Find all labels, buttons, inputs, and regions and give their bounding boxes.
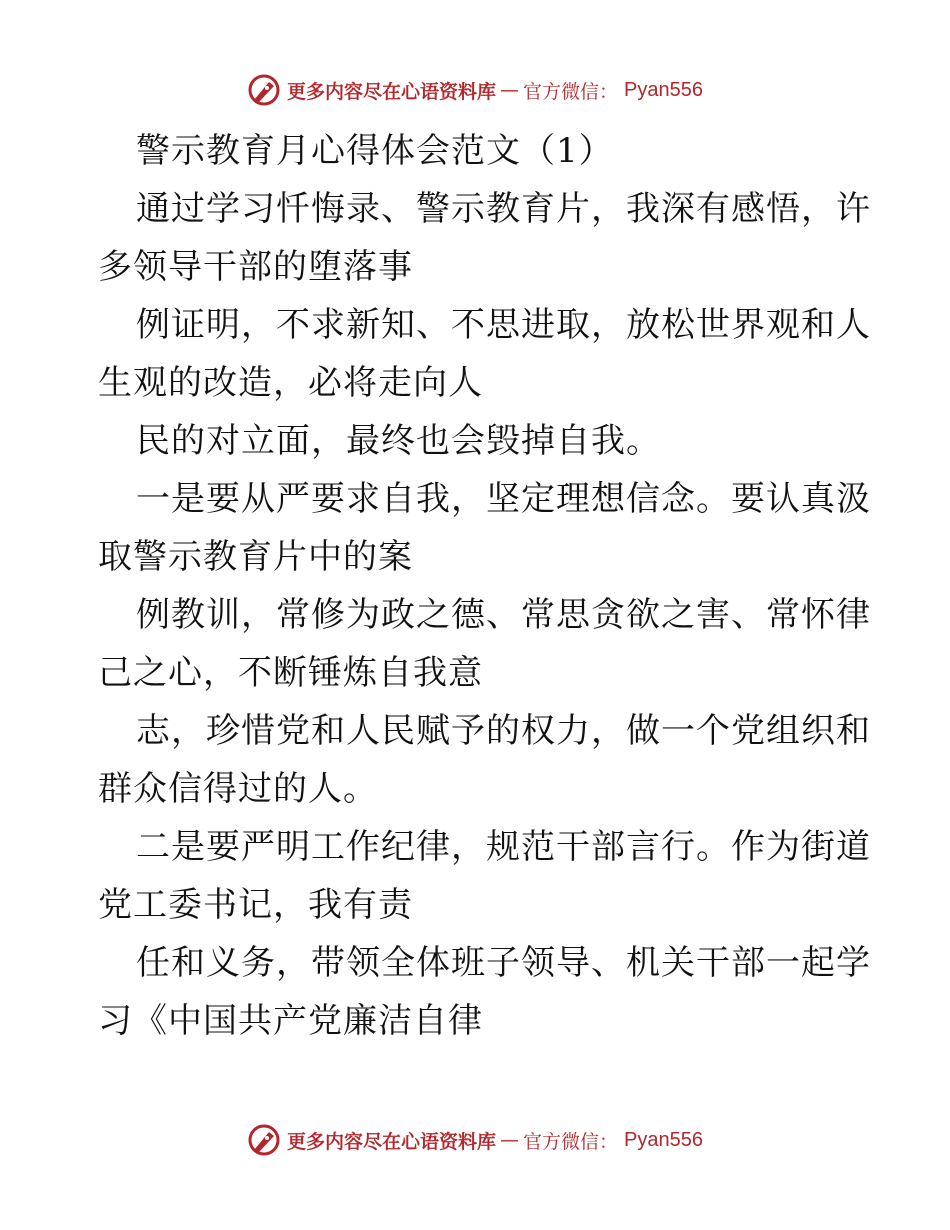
document-body xyxy=(98,122,871,1050)
paragraph-line: 生观的改造，必将走向人 xyxy=(98,363,483,403)
paragraph-line: 志，珍惜党和人民赋予的权力，做一个党组织和 xyxy=(136,711,871,751)
footer-wechat-id: Pyan556 xyxy=(624,1128,703,1151)
logo-icon xyxy=(247,73,281,107)
paragraph-line: 习《中国共产党廉洁自律 xyxy=(98,1001,483,1041)
header-separator: — xyxy=(500,79,520,101)
paragraph-line: 一是要从严要求自我，坚定理想信念。要认真汲 xyxy=(136,479,871,519)
paragraph-line: 任和义务，带领全体班子领导、机关干部一起学 xyxy=(136,943,871,983)
paragraph-line: 党工委书记，我有责 xyxy=(98,885,413,925)
logo-icon xyxy=(247,1123,281,1157)
header-wechat-id: Pyan556 xyxy=(624,78,703,101)
header-banner xyxy=(0,70,950,110)
footer-banner xyxy=(0,1120,950,1160)
paragraph-line: 取警示教育片中的案 xyxy=(98,537,413,577)
footer-wechat-label: 官方微信： xyxy=(523,1130,619,1153)
header-wechat-label: 官方微信： xyxy=(523,80,619,103)
paragraph-line: 群众信得过的人。 xyxy=(98,769,378,809)
paragraph-line: 己之心，不断锤炼自我意 xyxy=(98,653,483,693)
paragraph-line: 二是要严明工作纪律，规范干部言行。作为街道 xyxy=(136,827,871,867)
document-title: 警示教育月心得体会范文（1） xyxy=(136,131,614,171)
paragraph-line: 多领导干部的堕落事 xyxy=(98,247,413,287)
paragraph-line: 民的对立面，最终也会毁掉自我。 xyxy=(136,421,661,461)
paragraph-line: 通过学习忏悔录、警示教育片，我深有感悟，许 xyxy=(136,189,871,229)
footer-separator: — xyxy=(500,1129,520,1151)
paragraph-line: 例证明，不求新知、不思进取，放松世界观和人 xyxy=(136,305,871,345)
footer-brand-text: 更多内容尽在心语资料库 xyxy=(287,1130,497,1153)
paragraph-line: 例教训，常修为政之德、常思贪欲之害、常怀律 xyxy=(136,595,871,635)
header-brand-text: 更多内容尽在心语资料库 xyxy=(287,80,497,103)
